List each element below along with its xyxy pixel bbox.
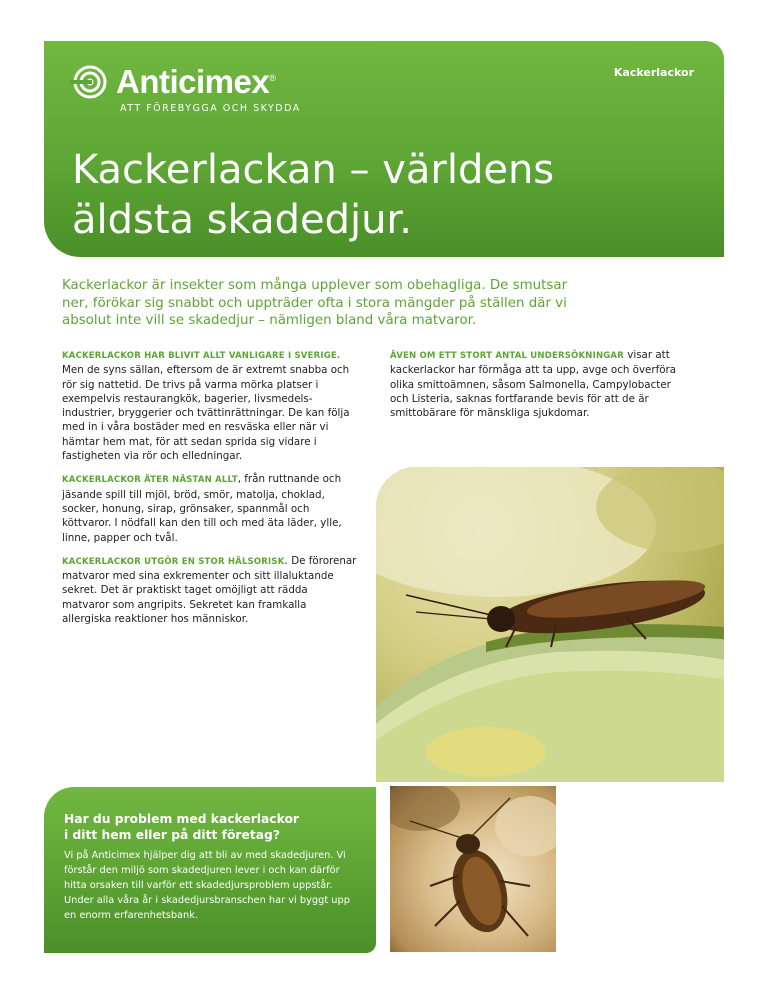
- hero-banner: [44, 41, 724, 257]
- title-line-2: äldsta skadedjur.: [72, 197, 412, 243]
- left-column: [62, 348, 357, 635]
- paragraph-health-risk: [62, 554, 357, 626]
- paragraph-diet: [62, 472, 357, 544]
- callout-title: [64, 811, 364, 843]
- callout-text: Vi på Anticimex hjälper dig att bli av med skadedjuren. Vi förstår den miljö som skadedjuren lever i och kan därför hitta orsaken till varför ett skadedjursproblem uppstår. Under alla våra år i skadedjursbranschen har vi byggt upp en enorm erfarenhetsbank.: [64, 850, 350, 921]
- page-title: [72, 145, 672, 245]
- paragraph-text: visar att kackerlackor har förmåga att ta upp, avge och överföra olika smittoämnen, såsom Salmonella, Campylobacter och Listeria, saknas fortfarande bevis för att de är smittobärare för mänskliga sjukdomar.: [390, 349, 677, 420]
- paragraph-lead: KACKERLACKOR ÄTER NÄSTAN ALLT: [62, 475, 238, 486]
- callout-title-line-1: Har du problem med kackerlackor: [64, 812, 299, 826]
- paragraph-research: [390, 348, 690, 420]
- category-label: Kackerlackor: [613, 66, 694, 79]
- paragraph-lead: KACKERLACKOR HAR BLIVIT ALLT VANLIGARE I SVERIGE.: [62, 351, 341, 361]
- brand-name: Anticimex®: [116, 63, 276, 100]
- intro-paragraph: Kackerlackor är insekter som många upplever som obehagliga. De smutsar ner, förökar sig snabbt och uppträder ofta i stora mängder på ställen där vi absolut inte vill se skadedjur – nämligen bland våra matvaror.: [62, 278, 568, 328]
- cockroach-photo-illustration: [390, 786, 556, 952]
- title-line-1: Kackerlackan – världens: [72, 147, 555, 193]
- anticimex-swirl-icon: [70, 65, 110, 99]
- cockroach-photo-illustration: [376, 467, 724, 782]
- callout-title-line-2: i ditt hem eller på ditt företag?: [64, 828, 280, 842]
- right-column: [390, 348, 690, 429]
- paragraph-text: Men de syns sällan, eftersom de är extremt snabba och rör sig nattetid. De trivs på varma mörka platser i exempelvis restaurangkök, bagerier, livsmedels-industrier, bryggerier och tvättinrättningar. De kan följa med in i våra bostäder med en resväska eller när vi hämtar hem mat, för att sedan sprida sig vidare i fastigheten via rör och elledningar.: [62, 364, 350, 463]
- cockroach-on-cucumber-photo: [376, 467, 724, 782]
- paragraph-text: De förorenar matvaror med sina exkrementer och sitt illaluktande sekret. Det är praktiskt taget omöjligt att rädda matvaror som angripits. Sekretet kan framkalla allergiska reaktioner hos människor.: [62, 554, 357, 626]
- paragraph-text: , från ruttnande och jäsande spill till mjöl, bröd, smör, matolja, choklad, socker, honung, sirap, grönsaker, spannmål och köttvaror. I nödfall kan den till och med äta läder, ylle, linne, papper och tvål.: [62, 473, 342, 544]
- paragraph-prevalence: [62, 348, 357, 463]
- paragraph-lead: ÄVEN OM ETT STORT ANTAL UNDERSÖKNINGAR: [390, 351, 624, 361]
- paragraph-lead: KACKERLACKOR UTGÖR EN STOR HÄLSORISK.: [62, 556, 288, 567]
- brand-tagline: ATT FÖREBYGGA OCH SKYDDA: [120, 103, 301, 114]
- contact-callout: [44, 787, 376, 953]
- cockroach-on-bread-photo: [390, 786, 556, 952]
